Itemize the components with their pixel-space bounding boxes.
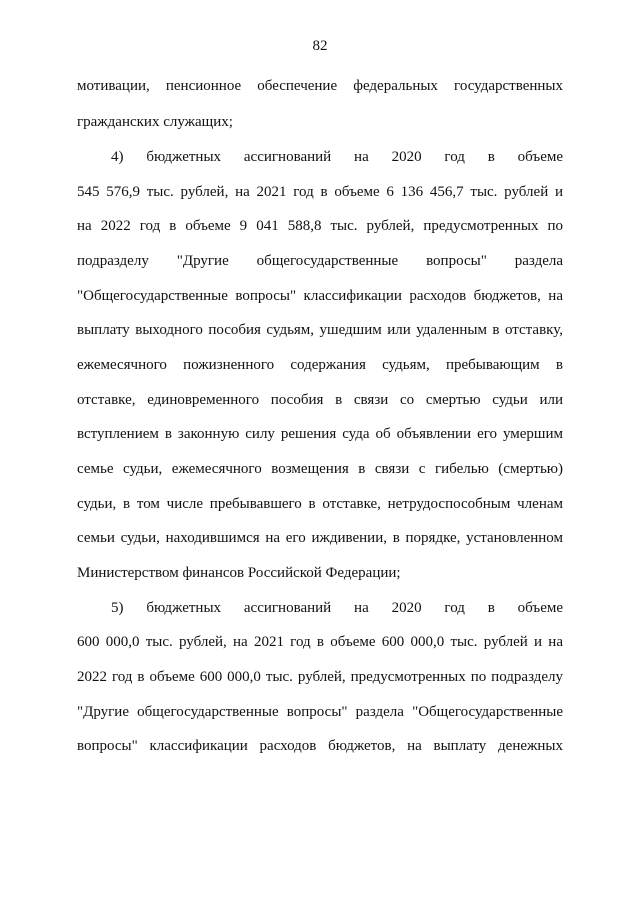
- text-line: семье судьи, ежемесячного возмещения в связи с гибелью (смертью): [77, 461, 563, 477]
- page-number: 82: [312, 38, 328, 54]
- text-line: вопросы" классификации расходов бюджетов, на выплату денежных: [77, 738, 563, 754]
- text-line: судьи, в том числе пребывавшего в отставке, нетрудоспособным членам: [77, 496, 563, 512]
- text-line: гражданских служащих;: [77, 114, 233, 130]
- text-line: "Другие общегосударственные вопросы" раздела "Общегосударственные: [77, 704, 563, 720]
- text-line: мотивации, пенсионное обеспечение федеральных государственных: [77, 78, 563, 94]
- text-line: подразделу "Другие общегосударственные вопросы" раздела: [77, 253, 563, 269]
- text-line: "Общегосударственные вопросы" классификации расходов бюджетов, на: [77, 288, 563, 304]
- text-line: Министерством финансов Российской Федерации;: [77, 565, 401, 581]
- text-line: ежемесячного пожизненного содержания судьям, пребывающим в: [77, 357, 563, 373]
- text-line: отставке, единовременного пособия в связи со смертью судьи или: [77, 392, 563, 408]
- text-line: 545 576,9 тыс. рублей, на 2021 год в объеме 6 136 456,7 тыс. рублей и: [77, 184, 563, 200]
- text-line: выплату выходного пособия судьям, ушедшим или удаленным в отставку,: [77, 322, 563, 338]
- text-line: на 2022 год в объеме 9 041 588,8 тыс. рублей, предусмотренных по: [77, 218, 563, 234]
- paragraph-5-start: 5) бюджетных ассигнований на 2020 год в объеме: [111, 600, 563, 616]
- text-line: вступлением в законную силу решения суда об объявлении его умершим: [77, 426, 563, 442]
- paragraph-4-start: 4) бюджетных ассигнований на 2020 год в объеме: [111, 149, 563, 165]
- text-line: 2022 год в объеме 600 000,0 тыс. рублей, предусмотренных по подразделу: [77, 669, 563, 685]
- text-line: семьи судьи, находившимся на его иждивении, в порядке, установленном: [77, 530, 563, 546]
- text-line: 600 000,0 тыс. рублей, на 2021 год в объеме 600 000,0 тыс. рублей и на: [77, 634, 563, 650]
